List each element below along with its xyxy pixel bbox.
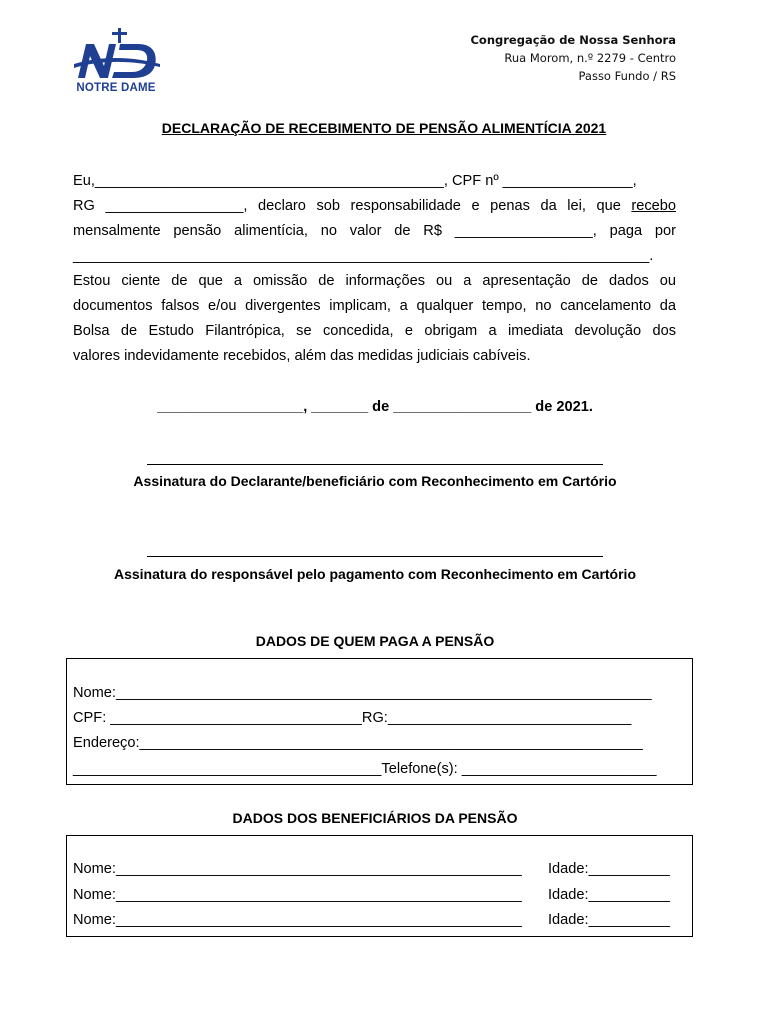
beneficiary-3-age: Idade:__________ (548, 912, 670, 928)
beneficiary-1-name: Nome:__________________________________________________ (73, 861, 522, 877)
awareness-line-4: valores indevidamente recebidos, além das medidas judiciais cabíveis. (73, 348, 531, 364)
beneficiary-2-name: Nome:__________________________________________________ (73, 887, 522, 903)
payer-signature-line (147, 556, 603, 557)
logo-text: NOTRE DAME (76, 82, 156, 94)
beneficiary-2-age: Idade:__________ (548, 887, 670, 903)
beneficiary-3-name: Nome:__________________________________________________ (73, 912, 522, 928)
org-name: Congregação de Nossa Senhora (470, 33, 676, 47)
payer-signature-caption: Assinatura do responsável pelo pagamento com Reconhecimento em Cartório (113, 566, 636, 582)
address-line-1: Rua Morom, n.º 2279 - Centro (504, 51, 676, 65)
declaration-line-1: Eu,___________________________________________, CPF nº ________________, (73, 173, 637, 189)
address-line-2: Passo Fundo / RS (578, 69, 676, 83)
declarant-signature-line (147, 464, 603, 465)
notre-dame-logo (70, 28, 162, 100)
declaration-line-4: _______________________________________________________________________. (73, 248, 654, 264)
recebo-word: recebo (631, 198, 676, 214)
document-title: DECLARAÇÃO DE RECEBIMENTO DE PENSÃO ALIMENTÍCIA 2021 (161, 120, 607, 136)
awareness-line-1: Estou ciente de que a omissão de informações ou a apresentação de dados ou (73, 273, 676, 289)
declaration-line-2-text: RG _________________, declaro sob responsabilidade e penas da lei, que (73, 198, 632, 214)
date-line: __________________, _______ de _________________ de 2021. (157, 399, 593, 415)
declarant-signature-caption: Assinatura do Declarante/beneficiário com Reconhecimento em Cartório (133, 473, 617, 489)
org-address-block (470, 31, 676, 85)
awareness-line-3: Bolsa de Estudo Filantrópica, se concedida, e obrigam a imediata devolução dos (73, 323, 676, 339)
payer-address-field: Endereço:______________________________________________________________ (73, 735, 643, 751)
payer-phone-field: ______________________________________Telefone(s): ________________________ (73, 761, 657, 777)
beneficiary-1-age: Idade:__________ (548, 861, 670, 877)
declaration-line-2 (73, 197, 676, 215)
payer-name-field: Nome:__________________________________________________________________ (73, 685, 652, 701)
beneficiaries-section-title: DADOS DOS BENEFICIÁRIOS DA PENSÃO (232, 810, 518, 826)
payer-section-title: DADOS DE QUEM PAGA A PENSÃO (255, 633, 495, 649)
nd-monogram-icon (70, 28, 162, 86)
awareness-line-2: documentos falsos e/ou divergentes implicam, a qualquer tempo, no cancelamento da (73, 298, 676, 314)
payer-cpf-rg-field: CPF: _______________________________RG:______________________________ (73, 710, 632, 726)
declaration-line-3: mensalmente pensão alimentícia, no valor de R$ _________________, paga por (73, 223, 676, 239)
